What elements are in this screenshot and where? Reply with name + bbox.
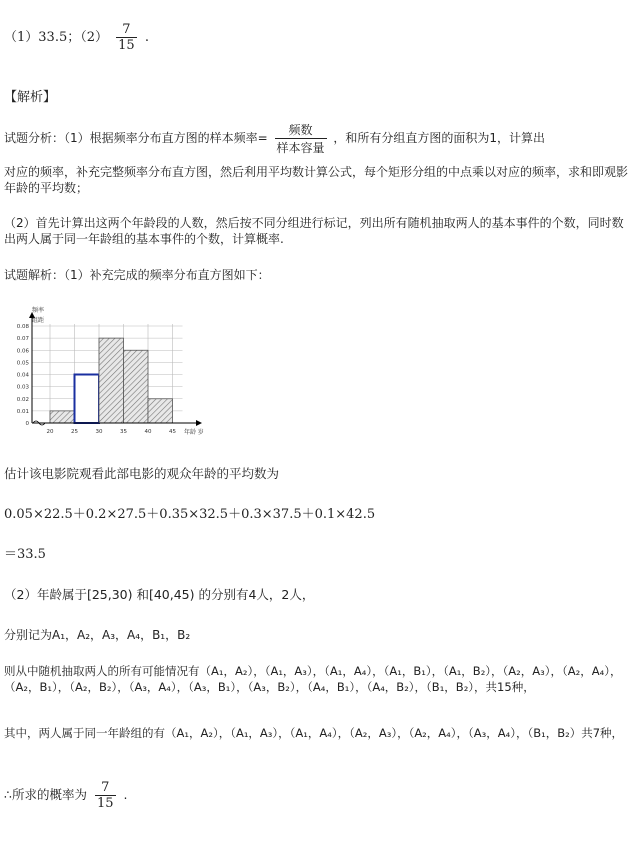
y-tick-label: 0.08 — [16, 324, 29, 330]
frequency-formula-fraction — [275, 121, 327, 156]
analysis-line1 — [4, 121, 545, 156]
solution-intro: 试题解析：（1）补充完成的频率分布直方图如下： — [4, 268, 270, 282]
x-tick-label: 45 — [169, 429, 176, 435]
analysis-p1-suffix: ，和所有分组直方图的面积为1，计算出 — [333, 131, 546, 145]
frequency-histogram — [0, 300, 230, 440]
x-tick-label: 20 — [46, 429, 54, 435]
x-tick-label: 30 — [95, 429, 103, 435]
y-tick-label: 0.02 — [16, 396, 29, 403]
frequency-formula-numerator: 频数 — [288, 123, 313, 137]
histogram-bar — [148, 399, 173, 423]
x-tick-label: 40 — [144, 429, 152, 435]
answer-fraction-denominator: 15 — [118, 38, 135, 53]
histogram-bar — [99, 338, 124, 423]
x-axis-label: 年龄 岁 — [184, 429, 204, 436]
analysis-p1-prefix: 试题分析：（1）根据频率分布直方图的样本频率= — [4, 131, 268, 145]
conclusion-prefix: ∴所求的概率为 — [4, 787, 87, 802]
labels-line: 分别记为A₁，A₂，A₃，A₄，B₁，B₂ — [4, 628, 191, 642]
frequency-formula-denominator: 样本容量 — [275, 138, 327, 156]
y-tick-label: 0 — [25, 421, 29, 427]
y-tick-label: 0.04 — [16, 372, 29, 379]
histogram-bar — [124, 350, 149, 423]
mean-result: ＝33.5 — [4, 547, 46, 562]
conclusion-fraction — [95, 780, 116, 811]
mean-formula: 0.05×22.5＋0.2×27.5＋0.35×32.5＋0.3×37.5＋0.1×42.5 — [4, 507, 376, 522]
answer-part1-value: 33.5 — [38, 30, 68, 45]
y-tick-label: 0.05 — [16, 360, 29, 367]
y-tick-label: 0.07 — [16, 336, 29, 343]
answer-line — [4, 22, 149, 53]
same-group-paragraph: 其中，两人属于同一年龄组的有（A₁，A₂），（A₁，A₃），（A₁，A₄），（A₂，A₃），（A₂，A₄），（A₃，A₄），（B₁，B₂）共7种， — [4, 726, 624, 740]
answer-separator: ；（2） — [67, 30, 109, 45]
part2-line1: （2）年龄属于[25,30) 和[40,45) 的分别有4人，2人， — [4, 587, 315, 602]
answer-end: . — [144, 30, 149, 45]
answer-fraction-numerator: 7 — [122, 22, 131, 37]
answer-part1-prefix: （1） — [4, 30, 39, 45]
conclusion-end: . — [123, 787, 128, 802]
conclusion-line — [4, 780, 127, 811]
y-tick-label: 0.01 — [16, 408, 29, 415]
y-axis-label-bottom: 组距 — [32, 317, 45, 324]
x-tick-label: 25 — [71, 429, 78, 435]
x-axis-arrow — [196, 420, 202, 426]
answer-fraction — [116, 22, 137, 53]
histogram-bar — [50, 411, 75, 423]
y-tick-label: 0.06 — [16, 348, 29, 355]
chart-bars — [50, 338, 173, 423]
y-tick-label: 0.03 — [16, 384, 29, 391]
histogram-bar — [75, 375, 100, 424]
y-axis-label-top: 频率 — [32, 307, 45, 314]
analysis-p1-rest: 对应的频率，补充完整频率分布直方图，然后利用平均数计算公式，每个矩形分组的中点乘以对应的频率，求和即观影年龄的平均数； — [4, 165, 629, 195]
analysis-p2: （2）首先计算出这两个年龄段的人数，然后按不同分组进行标记，列出所有随机抽取两人的基本事件的个数，同时数出两人属于同一年龄组的基本事件的个数，计算概率. — [4, 216, 624, 246]
estimate-text: 估计该电影院观看此部电影的观众年龄的平均数为 — [4, 466, 280, 481]
section-title: 【解析】 — [4, 90, 57, 105]
conclusion-fraction-denominator: 15 — [96, 796, 114, 811]
conclusion-fraction-numerator: 7 — [101, 780, 110, 795]
all-cases-paragraph: 则从中随机抽取两人的所有可能情况有（A₁，A₂），（A₁，A₃），（A₁，A₄），（A₁，B₁），（A₁，B₂），（A₂，A₃），（A₂，A₄），（A₂，B₁），（A₂，B₂），（A₃，A₄），（A₃，B₁），（A₃，B₂），（A₄，B₁），（A₄，B₂），（B₁，B₂），共15种， — [4, 664, 622, 694]
x-tick-label: 35 — [120, 429, 127, 435]
